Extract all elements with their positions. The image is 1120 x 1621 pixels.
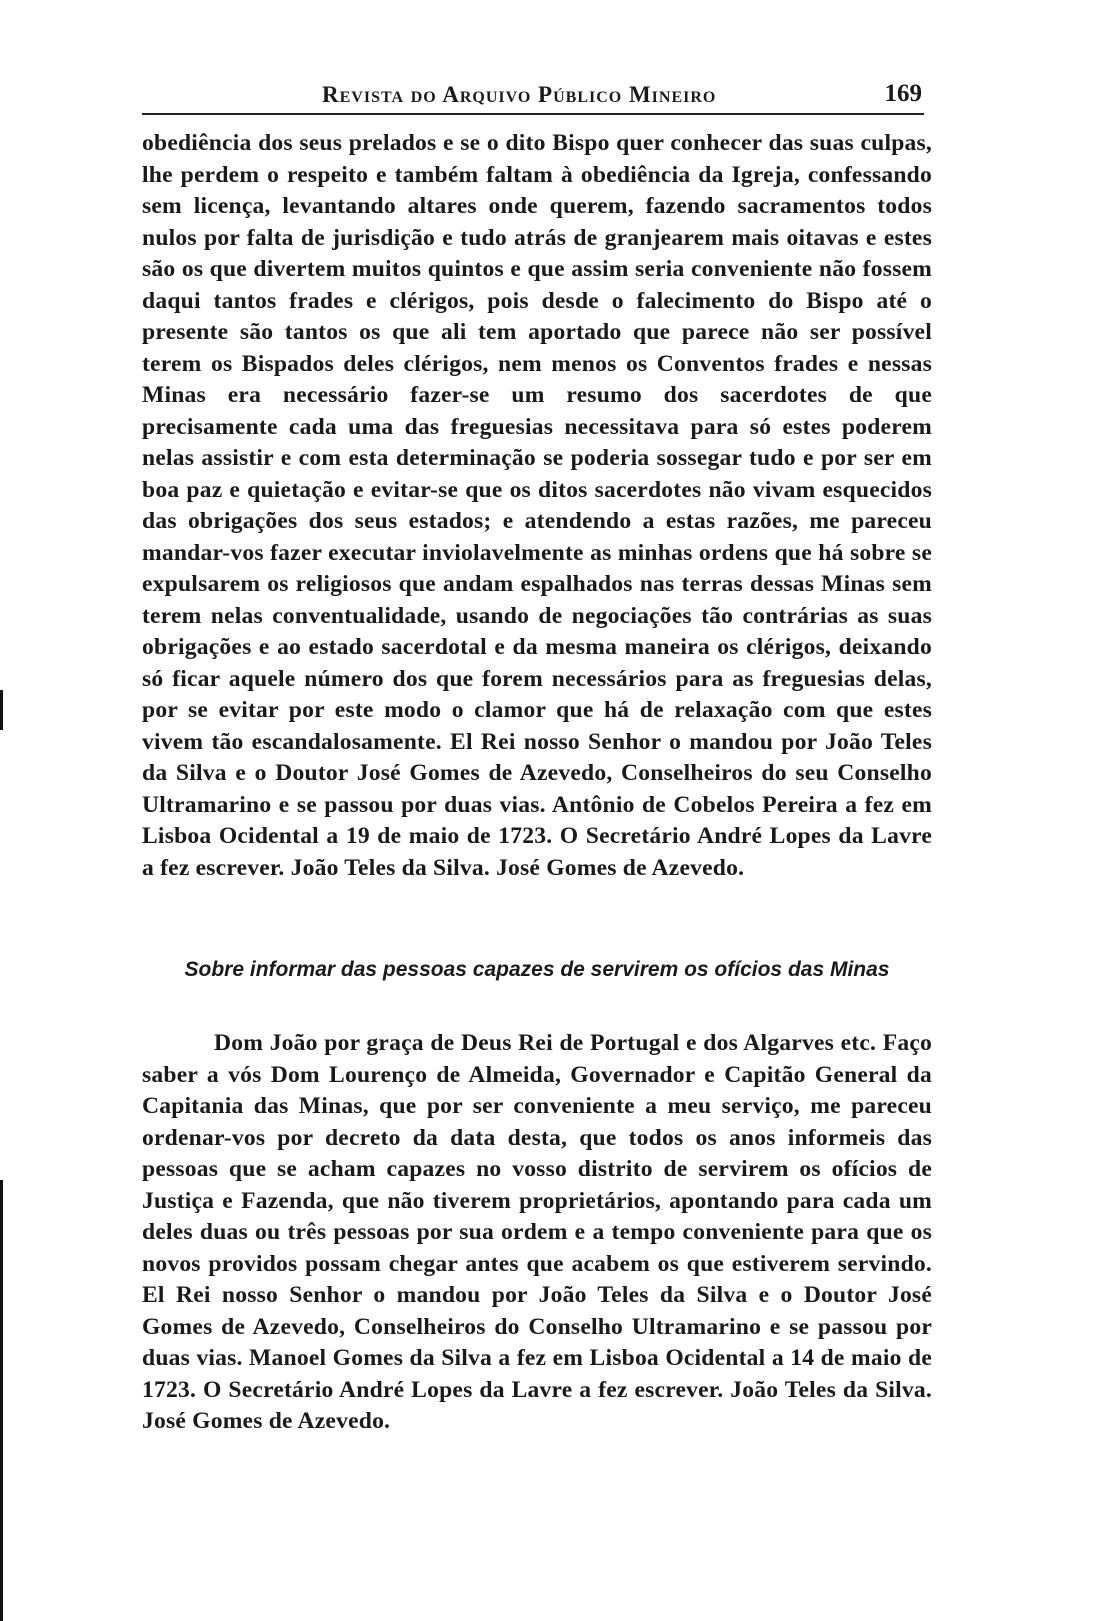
scan-edge-mark [0,1180,3,1621]
paragraph-2: Dom João por graça de Deus Rei de Portugal e dos Algarves etc. Faço saber a vós Dom Lourenço de Almeida, Governador e Capitão General da Capitania das Minas, que por ser conveniente a meu serviço, me pareceu ordenar-vos por decreto da data desta, que todos os anos informeis das pessoas que se acham capazes no vosso distrito de servirem os ofícios de Justiça e Fazenda, que não tiverem proprietários, apontando para cada um deles duas ou três pessoas por sua ordem e a tempo conveniente para que os novos providos possam chegar antes que acabem os que estiverem servindo. El Rei nosso Senhor o mandou por João Teles da Silva e o Doutor José Gomes de Azevedo, Conselheiros do Conselho Ultramarino e se passou por duas vias. Manoel Gomes da Silva a fez em Lisboa Ocidental a 14 de maio de 1723. O Secretário André Lopes da Lavre a fez escrever. João Teles da Silva. José Gomes de Azevedo. [142,1030,932,1434]
running-header [142,0,932,116]
book-page [142,0,932,1438]
section-heading: Sobre informar das pessoas capazes de servirem os ofícios das Minas [184,958,890,981]
paragraph-1: obediência dos seus prelados e se o dito Bispo quer conhecer das suas culpas, lhe perdem o respeito e também faltam à obediência da Igreja, confessando sem licença, levantando altares onde querem, fazendo sacramentos todos nulos por falta de jurisdição e tudo atrás de granjearem mais oitavas e estes são os que divertem muitos quintos e que assim seria conveniente não fossem daqui tantos frades e clérigos, pois desde o falecimento do Bispo até o presente são tantos os que ali tem aportado que parece não ser possível terem os Bispados deles clérigos, nem menos os Conventos frades e nessas Minas era necessário fazer-se um resumo dos sacerdotes de que precisamente cada uma das freguesias necessitava para só estes poderem nelas assistir e com esta determinação se poderia sossegar tudo e por ser em boa paz e quietação e evitar-se que os ditos sacerdotes não vivam esquecidos das obrigações dos seus estados; e atendendo a estas razões, me pareceu mandar-vos fazer executar inviolavelmente as minhas ordens que há sobre se expulsarem os religiosos que andam espalhados nas terras dessas Minas sem terem nelas conventualidade, usando de negociações tão contrárias as suas obrigações e ao estado sacerdotal e da mesma maneira os clérigos, deixando só ficar aquele número dos que forem necessários para as freguesias delas, por se evitar por este modo o clamor que há de relaxação com que estes vivem tão escandalosamente. El Rei nosso Senhor o mandou por João Teles da Silva e o Doutor José Gomes de Azevedo, Conselheiros do seu Conselho Ultramarino e se passou por duas vias. Antônio de Cobelos Pereira a fez em Lisboa Ocidental a 19 de maio de 1723. O Secretário André Lopes da Lavre a fez escrever. João Teles da Silva. José Gomes de Azevedo. [142,130,932,881]
header-rule [142,113,924,115]
running-title: Revista do Arquivo Público Mineiro [322,82,717,107]
scan-edge-mark [0,690,3,730]
page-number: 169 [884,80,922,107]
